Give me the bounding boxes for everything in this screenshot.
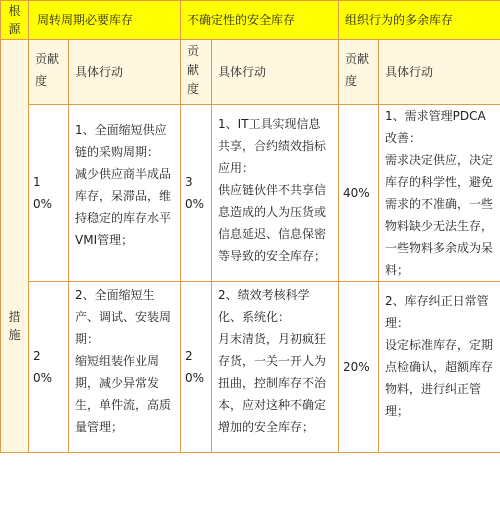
table-row [1, 105, 500, 282]
action-label-1: 具体行动 [75, 65, 124, 79]
contribution-header-3 [339, 40, 379, 105]
pct-cell [181, 282, 212, 453]
subheader-row [1, 40, 500, 105]
action-header-1 [69, 40, 181, 105]
root-label: 根 源 [8, 4, 21, 36]
action-text: 2、绩效考核科学化、系统化： 月末清货，月初疯狂存货，一关一开人为扭曲，控制库存不治本，应对这种不确定增加的安全库存； [218, 288, 327, 434]
pct-value: 40% [343, 186, 370, 200]
pct-value: 2 0% [33, 349, 53, 385]
action-text: 1、需求管理PDCA改善： 需求决定供应，决定库存的科学性，避免需求的不准确，一些物料缺少无法生存，一些物料多余成为呆料； [385, 109, 494, 277]
action-text: 2、全面缩短生产、调试、安装周期： 缩短组装作业周期，减少异常发生，单件流，高质量管理； [75, 288, 172, 434]
side-cell [1, 40, 29, 453]
action-cell [212, 105, 339, 282]
action-cell [379, 282, 500, 453]
pct-cell [339, 282, 379, 453]
contribution-label-2: 贡 献 度 [187, 44, 200, 96]
action-label-2: 具体行动 [218, 65, 267, 79]
root-header [1, 1, 29, 40]
contribution-header-2 [181, 40, 212, 105]
action-text: 1、全面缩短供应链的采购周期： 减少供应商半成品库存，呆滞品，维持稳定的库存水平VMI管理； [75, 123, 172, 247]
pct-cell [339, 105, 379, 282]
header-row [1, 1, 500, 40]
side-label: 措 施 [8, 310, 21, 342]
header-col1: 周转周期必要库存 [37, 13, 134, 27]
pct-value: 2 0% [185, 349, 205, 385]
pct-cell [29, 105, 69, 282]
action-label-3: 具体行动 [385, 65, 434, 79]
header-excess-stock [339, 1, 500, 40]
pct-value: 20% [343, 360, 370, 374]
action-cell [212, 282, 339, 453]
action-text: 2、库存纠正日常管理： 设定标准库存，定期点检确认，超额库存物料，进行纠正管理； [385, 294, 494, 418]
action-text: 1、IT工具实现信息共享，合约绩效指标应用： 供应链伙伴不共享信息造成的人为压货或信息延迟、信息保密等导致的安全库存； [218, 117, 327, 263]
pct-cell [29, 282, 69, 453]
action-cell [69, 282, 181, 453]
action-header-2 [212, 40, 339, 105]
contribution-label-1: 贡献 度 [35, 52, 60, 88]
pct-cell [181, 105, 212, 282]
contribution-label-3: 贡献 度 [345, 52, 370, 88]
header-col2: 不确定性的安全库存 [187, 13, 296, 27]
contribution-header-1 [29, 40, 69, 105]
action-cell [379, 105, 500, 282]
header-safety-stock [181, 1, 339, 40]
action-header-3 [379, 40, 500, 105]
action-cell [69, 105, 181, 282]
header-cycle-stock [29, 1, 181, 40]
header-col3: 组织行为的多余库存 [345, 13, 454, 27]
table-row [1, 282, 500, 453]
pct-value: 3 0% [185, 175, 205, 211]
pct-value: 1 0% [33, 175, 53, 211]
